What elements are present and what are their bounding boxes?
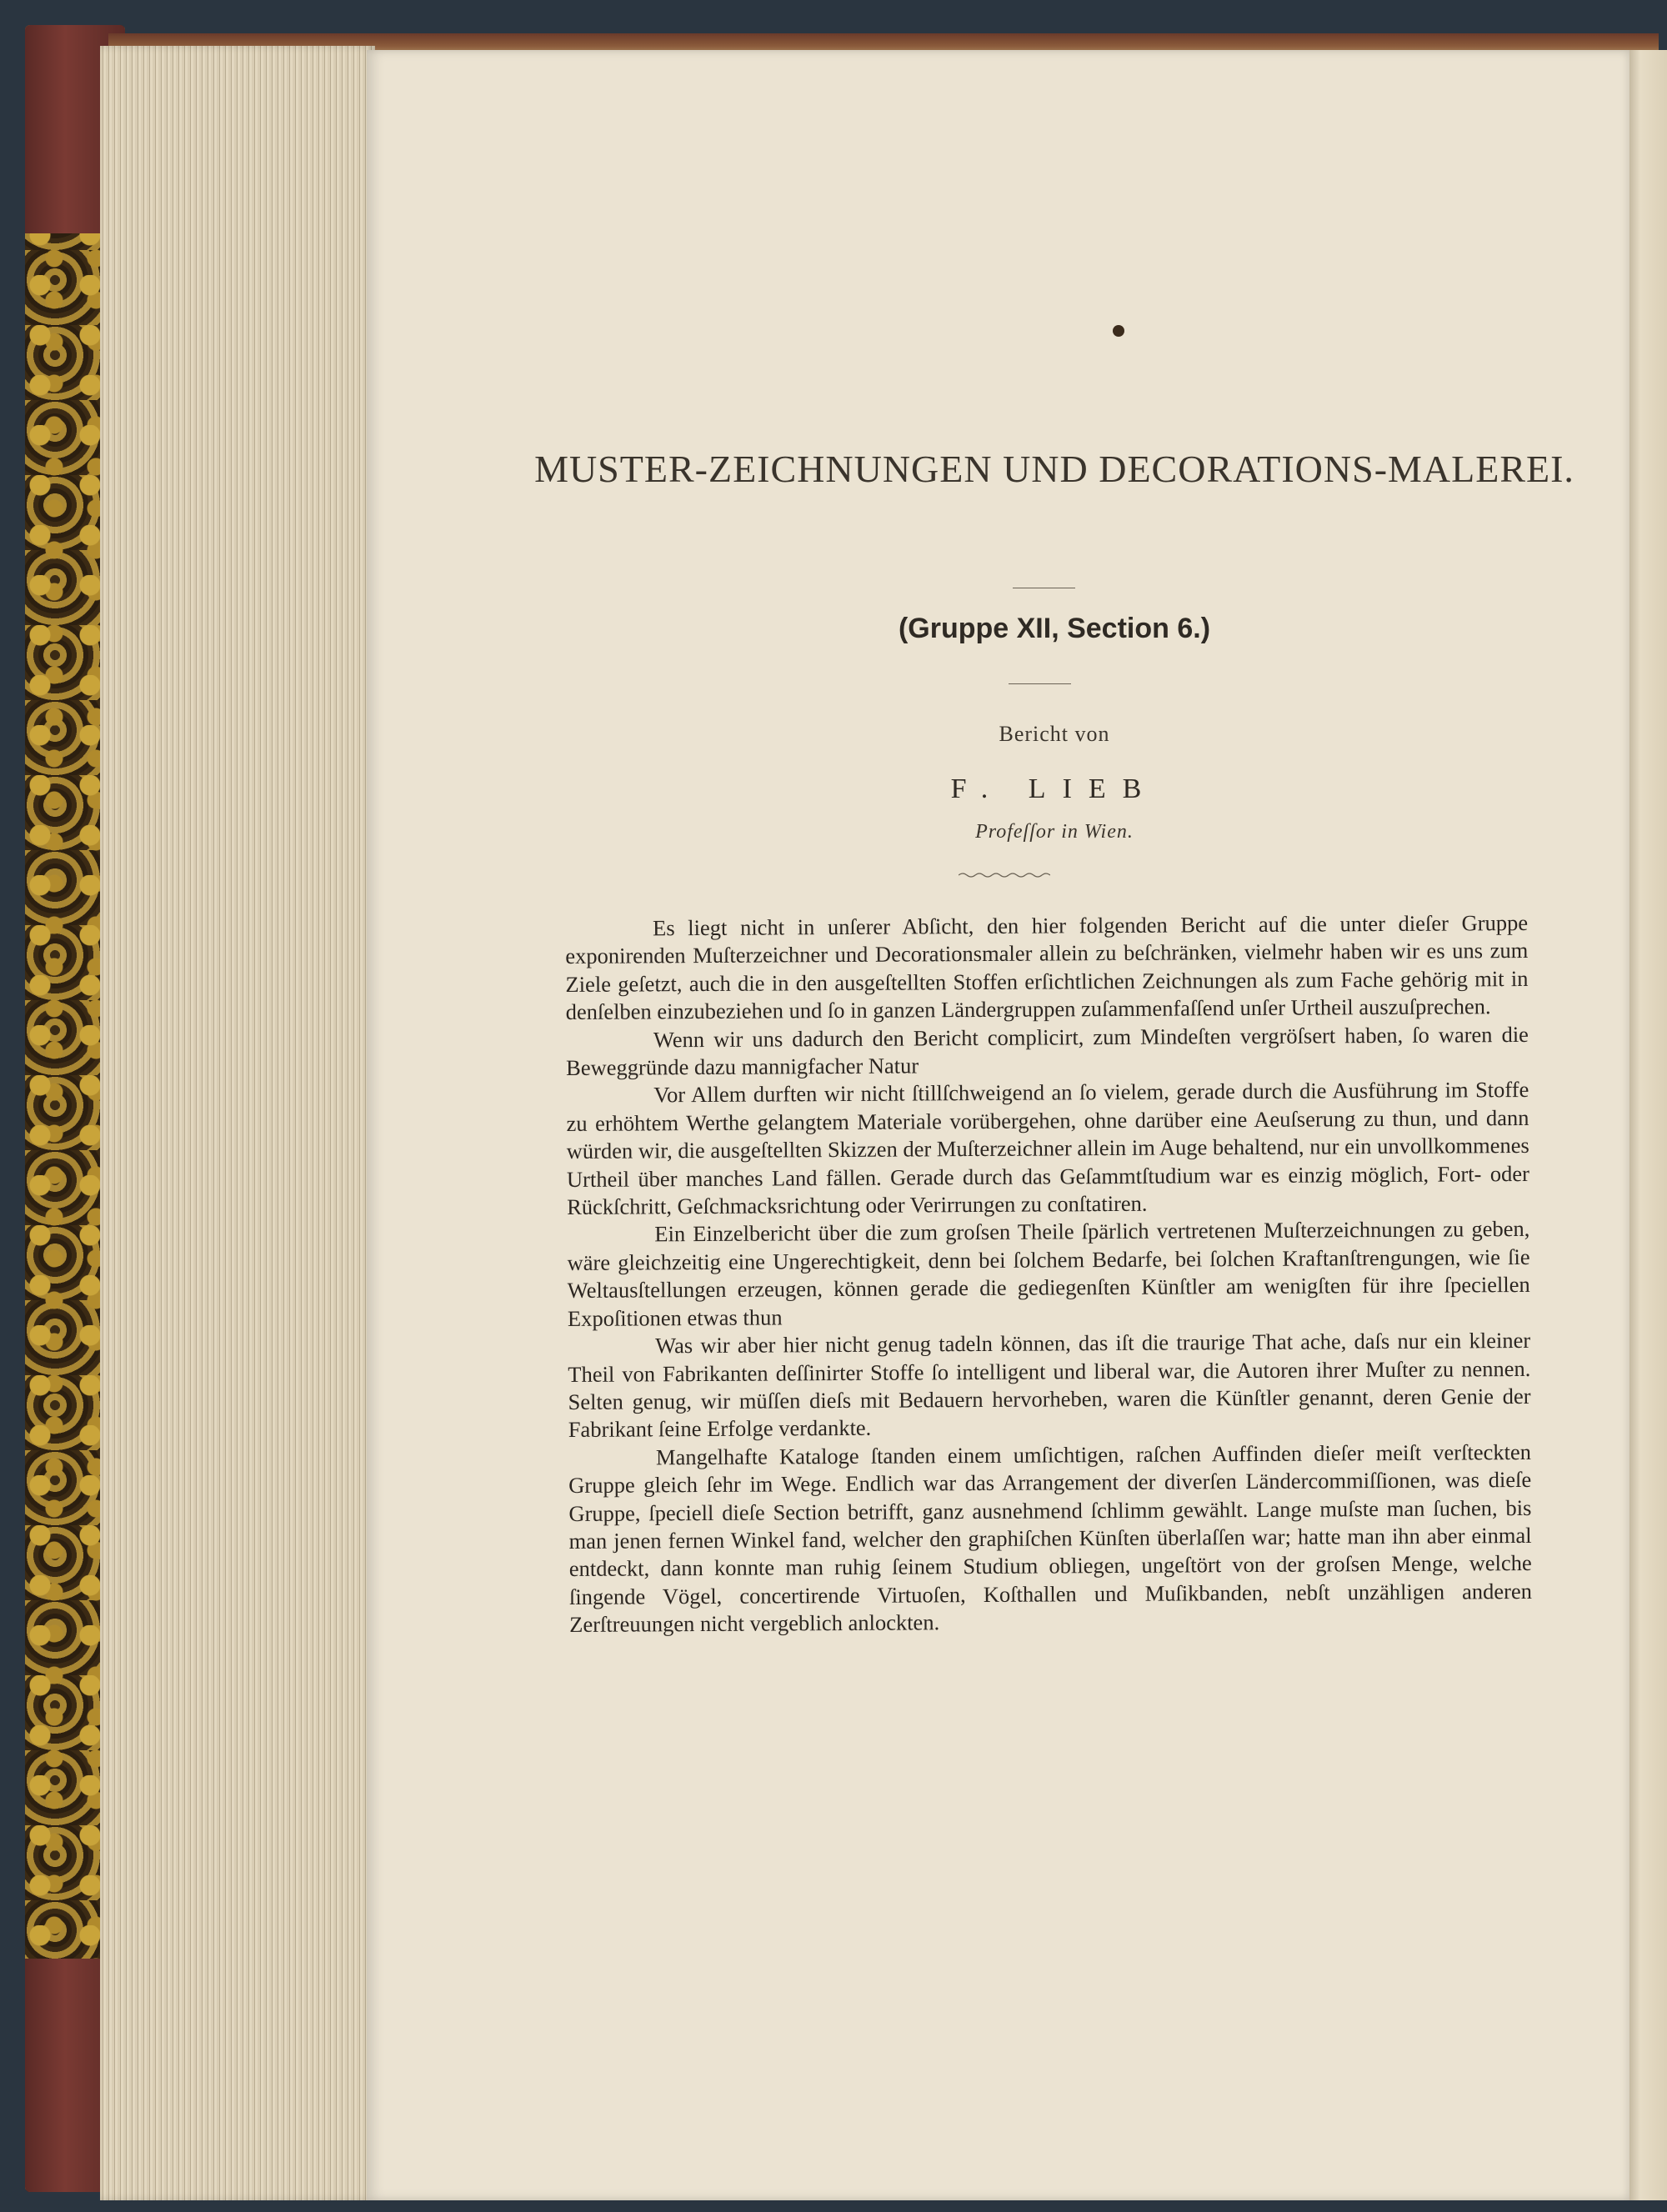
paragraph: Vor Allem durften wir nicht ſtillſchweigend an ſo vielem, gerade durch die Ausführung im Stoffe zu erhöhtem Werthe gelangtem Materiale vorübergehen, ohne darüber eine Aeuſserung zu thun, und dann würden wir, die ausgeſtellten Skizzen der Muſterzeichner allein im Auge behaltend, nur ein unvollkommenes Urtheil über manches Land fällen. Gerade durch das Geſammtſtudium war es einzig möglich, Fort- oder Rückſchritt, Geſchmacksrichtung oder Verirrungen zu conſtatiren. [566, 1077, 1530, 1220]
author-affiliation: Profeſſor in Wien. [975, 821, 1134, 843]
report-byline: Bericht von [999, 722, 1110, 746]
page-block-edges [100, 46, 375, 2200]
paragraph: Mangelhafte Kataloge ſtanden einem umſichtigen, raſchen Auffinden dieſer meiſt verſteckten Gruppe gleich ſehr im Wege. Endlich war das Arrangement der diverſen Ländercommiſſionen, was dieſe Gruppe, ſpeciell dieſe Section betrifft, ganz ausnehmend ſchlimm gewählt. Lange muſste man ſuchen, bis man jenen fernen Winkel fand, welcher den graphiſchen Künſten überlaſſen war; hatte man ihn aber einmal entdeckt, dann konnte man ruhig ſeinem Studium obliegen, ungeſtört von der groſsen Menge, welche ſingende Vögel, concertirende Virtuoſen, Koſthallen und Muſikbanden, nebſt unzähligen anderen Zerſtreuungen nicht vergeblich anlockten. [568, 1439, 1533, 1638]
ink-spot [1113, 325, 1124, 337]
paragraph: Es liegt nicht in unſerer Abſicht, den hier folgenden Bericht auf die unter dieſer Gruppe exponirenden Muſterzeichner und Decorationsmaler allein zu beſchränken, vielmehr haben wir es uns zum Ziele geſetzt, auch die in den ausgeſtellten Stoffen erſichtlichen Zeichnungen als zum Fache gehörig mit in denſelben einzubeziehen und ſo in ganzen Ländergruppen zuſammenfaſſend unſer Urtheil auszuſprechen. [565, 909, 1529, 1025]
ornamental-wavy-rule [959, 871, 1050, 879]
section-subtitle: (Gruppe XII, Section 6.) [898, 613, 1211, 644]
paragraph: Ein Einzelbericht über die zum groſsen Theile ſpärlich vertretenen Muſterzeichnungen zu geben, wäre gleichzeitig eine Ungerechtigkeit, denn bei ſolchem Bedarfe, bei ſolchen Kraftanſtrengungen, wie ſie Weltausſtellungen erzeugen, können gerade die gediegenſten Künſtler am wenigſten für ihre ſpeciellen Expoſitionen etwas thun [567, 1216, 1530, 1331]
author-name: F. LIEB [950, 773, 1159, 804]
article-body [565, 909, 1532, 1639]
paragraph: Was wir aber hier nicht genug tadeln können, das iſt die traurige That ache, daſs nur ein kleiner Theil von Fabrikanten deſſinirter Stoffe ſo intelligent und liberal war, die Autoren ihrer Muſter zu nennen. Selten genug, wir müſſen dieſs mit Bedauern hervorheben, waren die Künſtler genannt, deren Genie der Fabrikant ſeine Erfolge verdankte. [568, 1328, 1531, 1443]
subtitle-divider [1009, 683, 1071, 684]
paragraph: Wenn wir uns dadurch den Bericht complicirt, zum Mindeſten vergröſsert haben, ſo waren die Beweggründe dazu mannigfacher Natur [566, 1021, 1529, 1081]
page-title: MUSTER-ZEICHNUNGEN UND DECORATIONS-MALEREI. [534, 448, 1574, 490]
facing-page-edge [1625, 50, 1667, 2200]
